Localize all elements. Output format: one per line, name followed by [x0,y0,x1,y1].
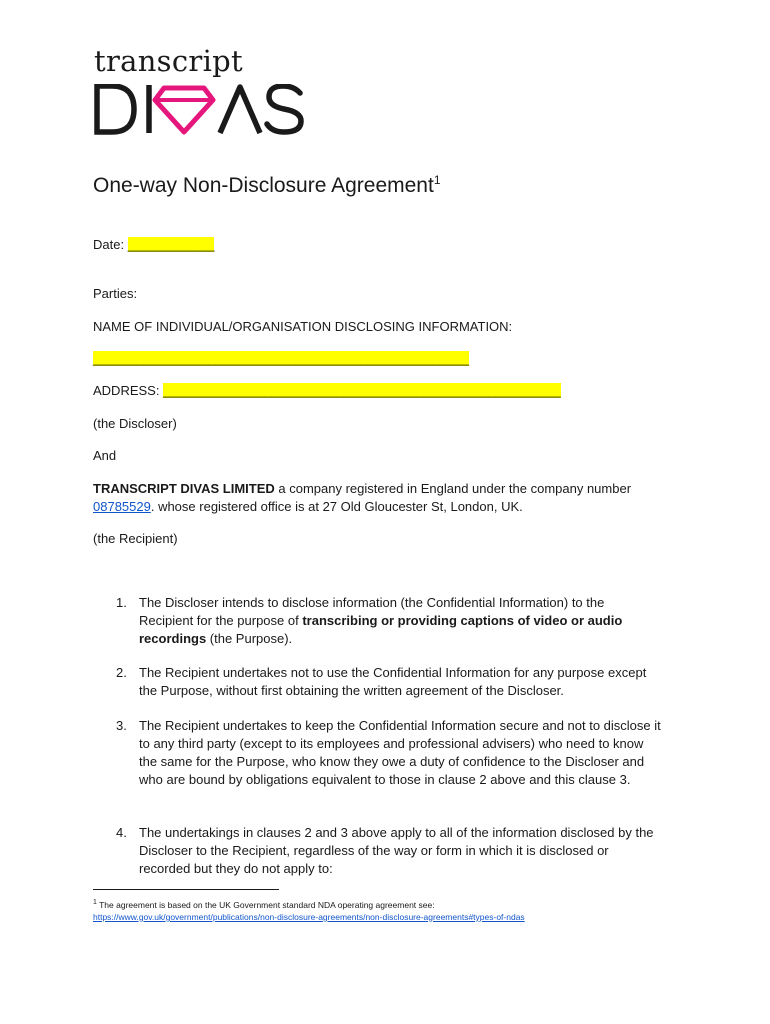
footnote [93,897,525,923]
clause-number: 2. [116,665,127,680]
clause-1 [116,594,661,648]
clause-4 [116,824,661,878]
and-text: And [93,448,117,463]
footnote-url-link[interactable]: https://www.gov.uk/government/publications/non-disclosure-agreements/non-disclosure-agreements#types-of-ndas [93,911,525,922]
logo-top-text: transcript [94,44,243,78]
address-field[interactable]: _______________________________________________________ [163,383,561,398]
recipient-text-2: . whose registered office is at 27 Old Gloucester St, London, UK. [150,499,523,514]
clause-2 [116,664,661,700]
clause-text: The Discloser intends to disclose information (the Confidential Information) to the Recipient for the purpose of transcribing or providing captions of video or audio recordings (the Purpose). [139,595,623,646]
recipient-name: TRANSCRIPT DIVAS LIMITED [93,481,275,496]
document-title [93,173,441,198]
footnote-divider [93,889,279,890]
title-text: One-way Non-Disclosure Agreement [93,174,434,197]
recipient-text-1: a company registered in England under the company number [274,481,632,496]
address-label: ADDRESS: [93,383,160,398]
footnote-body: The agreement is based on the UK Government standard NDA operating agreement see: [96,899,435,910]
parties-label: Parties: [93,286,138,301]
recipient-paragraph [93,480,653,516]
address-line [93,382,561,400]
svg-text:DIVAS: DIVAS [94,84,97,85]
clause-number: 3. [116,718,127,733]
gem-icon [155,88,213,132]
recipient-tag: (the Recipient) [93,531,178,546]
company-number-link[interactable]: 08785529 [93,499,151,514]
date-label: Date: [93,237,125,252]
discloser-name-field [93,350,469,368]
clause-text: The undertakings in clauses 2 and 3 above apply to all of the information disclosed by the Discloser to the Recipient, regardless of the way or form in which it is disclosed or recorded but they do not apply to: [139,825,654,876]
discloser-tag: (the Discloser) [93,416,177,431]
discloser-name-blank[interactable]: ____________________________________________________ [93,351,469,366]
logo-divas-wordmark [94,84,314,136]
footnote-text [93,897,525,911]
company-logo [94,44,314,136]
clause-text: The Recipient undertakes not to use the Confidential Information for any purpose except the Purpose, without first obtaining the written agreement of the Discloser. [139,665,647,698]
clause-number: 1. [116,595,127,610]
date-line [93,236,214,254]
footnote-mark: 1 [93,899,97,906]
discloser-name-label: NAME OF INDIVIDUAL/ORGANISATION DISCLOSING INFORMATION: [93,319,513,334]
clause-3 [116,717,661,789]
title-footnote-mark: 1 [433,173,441,187]
date-field[interactable]: ____________ [127,237,215,252]
clause-number: 4. [116,825,127,840]
clause-text: The Recipient undertakes to keep the Confidential Information secure and not to disclose it to any third party (except to its employees and professional advisers) who need to know the same for the Purpose, who know they owe a duty of confidence to the Discloser and who are bound by obligations equivalent to those in clause 2 above and this clause 3. [139,718,661,787]
